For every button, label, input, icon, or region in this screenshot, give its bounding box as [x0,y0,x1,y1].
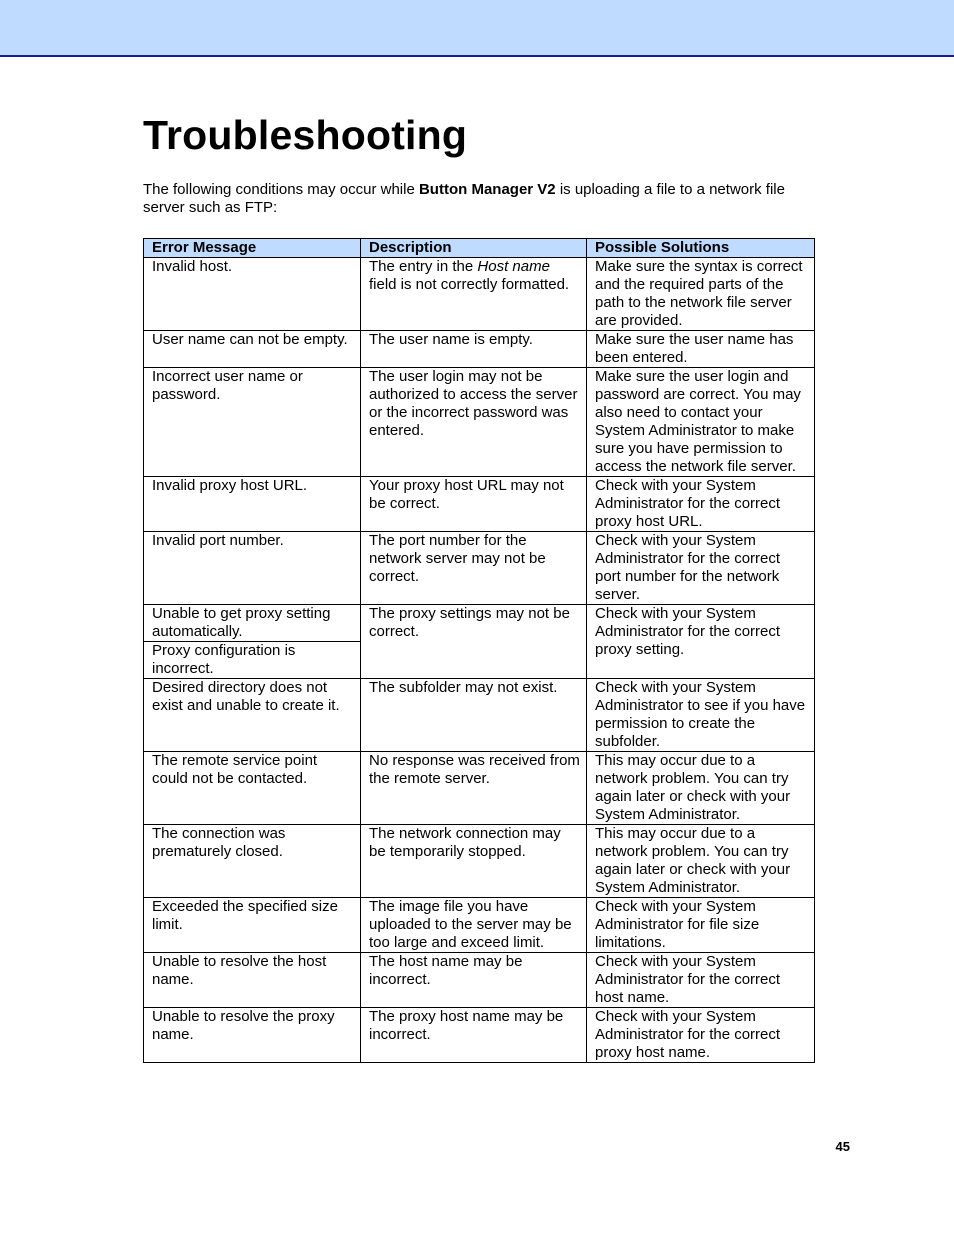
error-message-cell: User name can not be empty. [144,331,361,368]
solution-cell: Make sure the user login and password are correct. You may also need to contact your System Administrator to make sure you have permission to access the network file server. [587,368,815,477]
intro-paragraph [143,181,823,217]
error-message-cell: The connection was prematurely closed. [144,825,361,898]
error-message-cell: Proxy configuration is incorrect. [144,642,361,679]
description-cell: The user login may not be authorized to access the server or the incorrect password was entered. [361,368,587,477]
solution-cell: Check with your System Administrator for file size limitations. [587,898,815,953]
table-row [144,1008,815,1063]
error-message-cell: Invalid proxy host URL. [144,477,361,532]
solution-cell: Make sure the user name has been entered. [587,331,815,368]
column-header-description: Description [361,239,587,258]
error-message-cell: Incorrect user name or password. [144,368,361,477]
description-cell: The proxy settings may not be correct. [361,605,587,679]
field-name: Host name [477,258,550,275]
table-row [144,532,815,605]
table-row [144,825,815,898]
table-row [144,331,815,368]
description-cell: The image file you have uploaded to the server may be too large and exceed limit. [361,898,587,953]
column-header-error-message: Error Message [144,239,361,258]
description-cell [361,258,587,331]
solution-cell: This may occur due to a network problem. You can try again later or check with your System Administrator. [587,752,815,825]
intro-text-start: The following conditions may occur while [143,181,419,198]
error-message-cell: Desired directory does not exist and unable to create it. [144,679,361,752]
solution-cell: Check with your System Administrator for the correct proxy setting. [587,605,815,679]
description-cell: Your proxy host URL may not be correct. [361,477,587,532]
table-row [144,368,815,477]
error-message-cell: Invalid port number. [144,532,361,605]
column-header-possible-solutions: Possible Solutions [587,239,815,258]
solution-cell: Check with your System Administrator for the correct host name. [587,953,815,1008]
description-cell: The network connection may be temporarily stopped. [361,825,587,898]
error-message-cell: Unable to resolve the host name. [144,953,361,1008]
table-row [144,258,815,331]
description-cell: The host name may be incorrect. [361,953,587,1008]
error-message-cell: Exceeded the specified size limit. [144,898,361,953]
table-row [144,953,815,1008]
solution-cell: Check with your System Administrator to see if you have permission to create the subfolder. [587,679,815,752]
description-text: field is not correctly formatted. [369,276,570,293]
description-cell: The port number for the network server may not be correct. [361,532,587,605]
description-cell: The subfolder may not exist. [361,679,587,752]
table-row [144,605,815,642]
solution-cell: This may occur due to a network problem. You can try again later or check with your System Administrator. [587,825,815,898]
solution-cell: Check with your System Administrator for the correct port number for the network server. [587,532,815,605]
description-cell: The user name is empty. [361,331,587,368]
table-row [144,679,815,752]
description-text: The entry in the [369,258,478,275]
table-row [144,477,815,532]
solution-cell: Check with your System Administrator for the correct proxy host name. [587,1008,815,1063]
solution-cell: Make sure the syntax is correct and the required parts of the path to the network file server are provided. [587,258,815,331]
page-title: Troubleshooting [143,112,468,158]
table-row [144,898,815,953]
solution-cell: Check with your System Administrator for the correct proxy host URL. [587,477,815,532]
intro-text-end: is uploading a file to a network file server such as FTP: [143,181,785,216]
error-message-cell: Invalid host. [144,258,361,331]
error-message-cell: The remote service point could not be contacted. [144,752,361,825]
description-cell: The proxy host name may be incorrect. [361,1008,587,1063]
product-name: Button Manager V2 [418,181,556,198]
table-row [144,752,815,825]
error-message-cell: Unable to resolve the proxy name. [144,1008,361,1063]
table-header-row [144,239,815,258]
page-number: 45 [835,1139,850,1154]
description-cell: No response was received from the remote server. [361,752,587,825]
troubleshooting-table [143,238,815,1063]
page-header-band [0,0,954,57]
error-message-cell: Unable to get proxy setting automatically. [144,605,361,642]
